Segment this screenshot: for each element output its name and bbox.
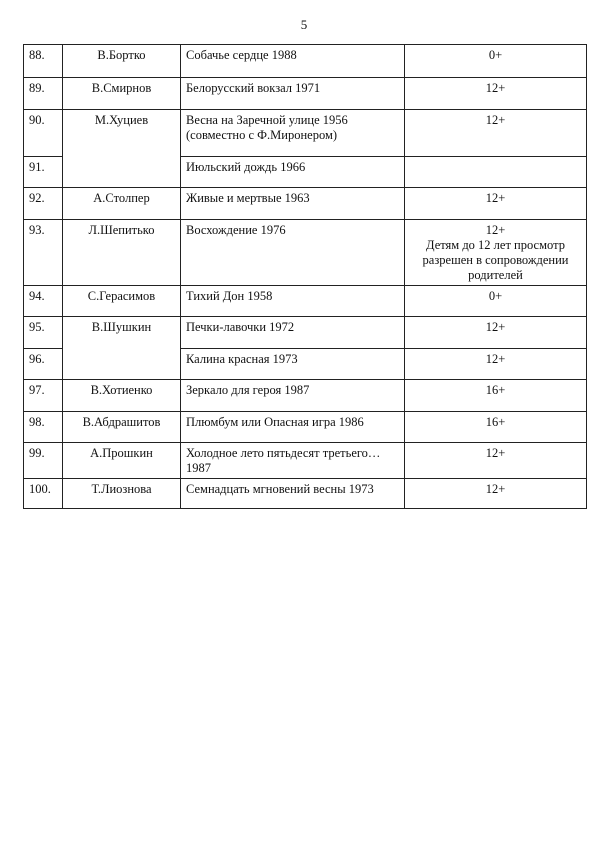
age-rating-value: 12+ <box>485 223 506 237</box>
director-cell: Л.Шепитько <box>63 220 181 286</box>
age-rating-cell <box>405 157 587 188</box>
age-rating-cell: 16+ <box>405 412 587 443</box>
age-rating-cell: 12+ <box>405 78 587 110</box>
film-cell: Восхождение 1976 <box>181 220 405 286</box>
film-cell: Семнадцать мгновений весны 1973 <box>181 479 405 509</box>
age-rating-cell: 0+ <box>405 45 587 78</box>
film-cell: Зеркало для героя 1987 <box>181 380 405 412</box>
row-number: 100. <box>24 479 63 509</box>
table-row <box>24 443 587 479</box>
table-row <box>24 317 587 349</box>
age-rating-cell: 12+ <box>405 479 587 509</box>
film-cell: Тихий Дон 1958 <box>181 286 405 317</box>
row-number: 88. <box>24 45 63 78</box>
director-cell: Т.Лиознова <box>63 479 181 509</box>
film-cell: Калина красная 1973 <box>181 349 405 380</box>
row-number: 98. <box>24 412 63 443</box>
film-cell: Белорусский вокзал 1971 <box>181 78 405 110</box>
film-cell: Весна на Заречной улице 1956 (совместно с Ф.Миронером) <box>181 110 405 157</box>
page-number: 5 <box>300 17 308 32</box>
director-cell: М.Хуциев <box>63 110 181 188</box>
director-cell: В.Хотиенко <box>63 380 181 412</box>
row-number: 96. <box>24 349 63 380</box>
director-cell: В.Смирнов <box>63 78 181 110</box>
director-cell: В.Абдрашитов <box>63 412 181 443</box>
row-number: 89. <box>24 78 63 110</box>
age-rating-cell: 12+ <box>405 317 587 349</box>
age-rating-cell: 12+ <box>405 443 587 479</box>
director-cell: А.Прошкин <box>63 443 181 479</box>
row-number: 91. <box>24 157 63 188</box>
table-row <box>24 412 587 443</box>
row-number: 99. <box>24 443 63 479</box>
age-rating-note: Детям до 12 лет просмотр разрешен в сопровождении родителей <box>422 238 569 282</box>
film-cell: Холодное лето пятьдесят третьего…1987 <box>181 443 405 479</box>
table-row <box>24 380 587 412</box>
film-cell: Плюмбум или Опасная игра 1986 <box>181 412 405 443</box>
row-number: 93. <box>24 220 63 286</box>
table-row <box>24 110 587 157</box>
age-rating-cell <box>405 220 587 286</box>
row-number: 95. <box>24 317 63 349</box>
age-rating-cell: 0+ <box>405 286 587 317</box>
age-rating-cell: 12+ <box>405 349 587 380</box>
row-number: 92. <box>24 188 63 220</box>
row-number: 94. <box>24 286 63 317</box>
age-rating-cell: 16+ <box>405 380 587 412</box>
film-cell: Собачье сердце 1988 <box>181 45 405 78</box>
director-cell: В.Бортко <box>63 45 181 78</box>
table-row <box>24 479 587 509</box>
table-row <box>24 220 587 286</box>
film-cell: Печки-лавочки 1972 <box>181 317 405 349</box>
film-cell: Живые и мертвые 1963 <box>181 188 405 220</box>
row-number: 97. <box>24 380 63 412</box>
director-cell: А.Столпер <box>63 188 181 220</box>
table-row <box>24 78 587 110</box>
age-rating-cell: 12+ <box>405 110 587 157</box>
films-table <box>23 44 587 509</box>
director-cell: В.Шушкин <box>63 317 181 380</box>
age-rating-cell: 12+ <box>405 188 587 220</box>
row-number: 90. <box>24 110 63 157</box>
table-row <box>24 188 587 220</box>
table-row <box>24 286 587 317</box>
table-row <box>24 45 587 78</box>
director-cell: С.Герасимов <box>63 286 181 317</box>
film-cell: Июльский дождь 1966 <box>181 157 405 188</box>
